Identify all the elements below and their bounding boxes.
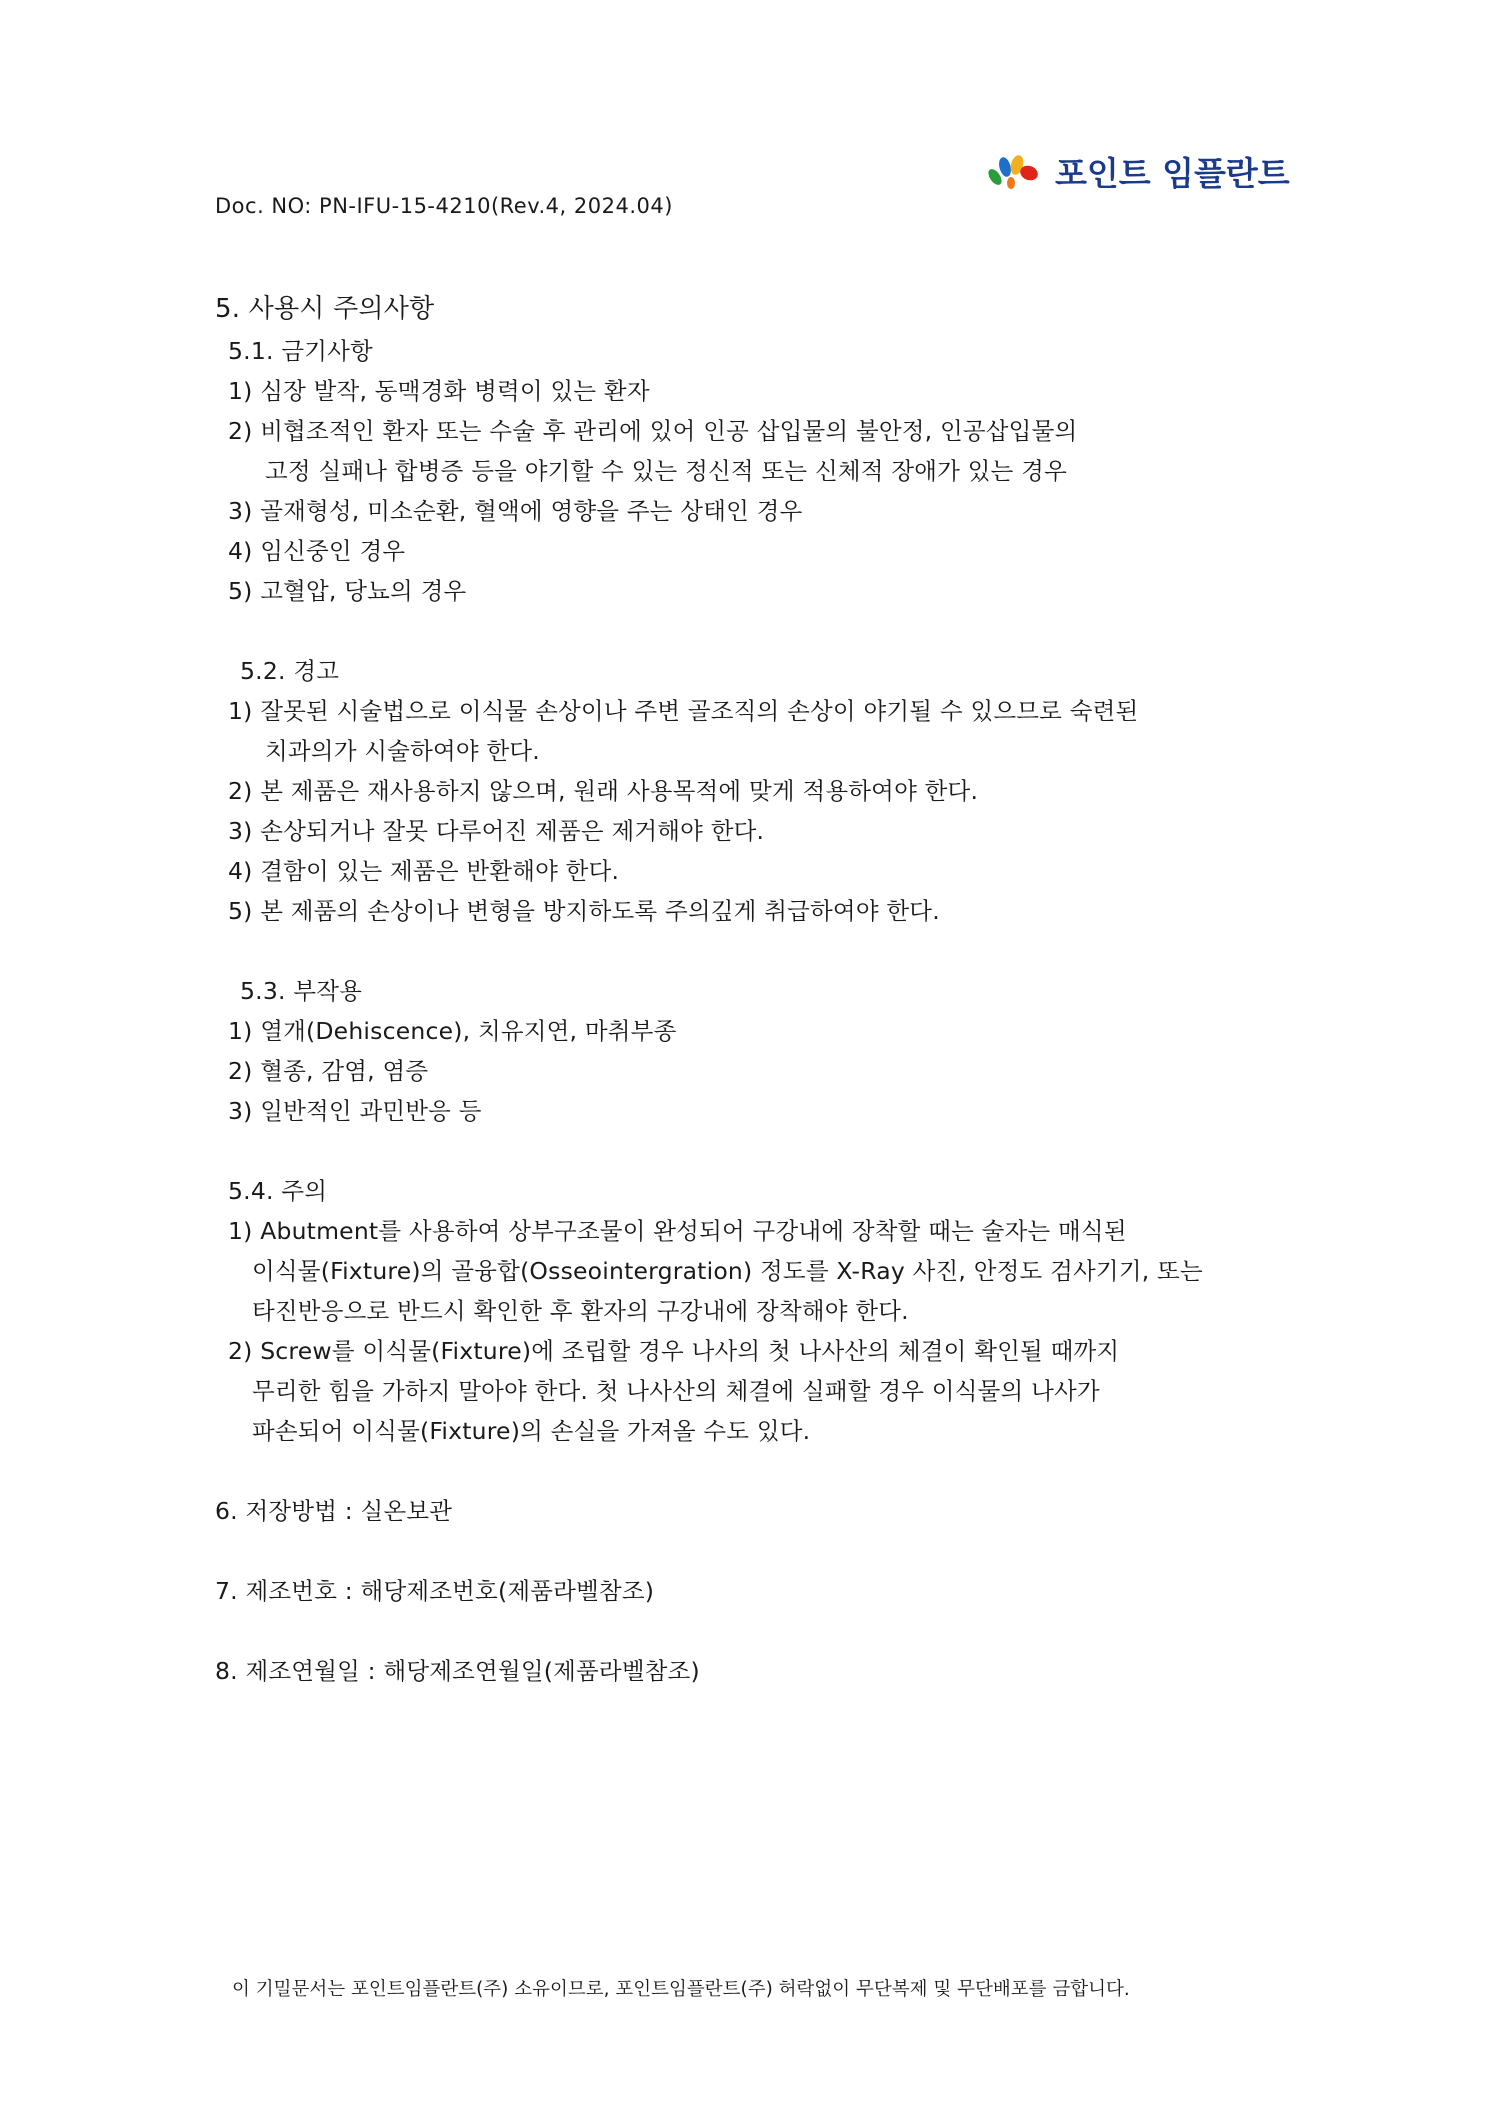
list-item: 5) 고혈압, 당뇨의 경우 bbox=[228, 577, 467, 605]
confidentiality-footer: 이 기밀문서는 포인트임플란트(주) 소유이므로, 포인트임플란트(주) 허락없이 무단복제 및 무단배포를 금합니다. bbox=[232, 1979, 1130, 2000]
list-item-continuation: 치과의가 시술하여야 한다. bbox=[265, 737, 540, 765]
list-item: 2) Screw를 이식물(Fixture)에 조립할 경우 나사의 첫 나사산의 체결이 확인될 때까지 bbox=[228, 1337, 1120, 1365]
list-item: 4) 임신중인 경우 bbox=[228, 537, 406, 565]
list-item: 1) 열개(Dehiscence), 치유지연, 마취부종 bbox=[228, 1017, 677, 1045]
list-item-continuation: 파손되어 이식물(Fixture)의 손실을 가져올 수도 있다. bbox=[252, 1417, 811, 1445]
section-5-4-title: 5.4. 주의 bbox=[228, 1177, 328, 1205]
list-item: 1) Abutment를 사용하여 상부구조물이 완성되어 구강내에 장착할 때는 술자는 매식된 bbox=[228, 1217, 1127, 1245]
list-item-continuation: 무리한 힘을 가하지 말아야 한다. 첫 나사산의 체결에 실패할 경우 이식물의 나사가 bbox=[252, 1377, 1100, 1405]
petal-logo-icon bbox=[985, 151, 1043, 191]
list-item: 4) 결함이 있는 제품은 반환해야 한다. bbox=[228, 857, 620, 885]
list-item: 2) 혈종, 감염, 염증 bbox=[228, 1057, 429, 1085]
list-item-continuation: 고정 실패나 합병증 등을 야기할 수 있는 정신적 또는 신체적 장애가 있는 경우 bbox=[265, 457, 1067, 485]
list-item: 3) 손상되거나 잘못 다루어진 제품은 제거해야 한다. bbox=[228, 817, 765, 845]
section-5-2-title: 5.2. 경고 bbox=[240, 657, 340, 685]
list-item: 1) 잘못된 시술법으로 이식물 손상이나 주변 골조직의 손상이 야기될 수 있으므로 숙련된 bbox=[228, 697, 1139, 725]
section-6-storage: 6. 저장방법 : 실온보관 bbox=[215, 1497, 453, 1525]
section-5-title: 5. 사용시 주의사항 bbox=[215, 294, 435, 324]
company-logo bbox=[985, 145, 1290, 197]
list-item: 5) 본 제품의 손상이나 변형을 방지하도록 주의깊게 취급하여야 한다. bbox=[228, 897, 940, 925]
section-7-lot-number: 7. 제조번호 : 해당제조번호(제품라벨참조) bbox=[215, 1577, 655, 1605]
list-item-continuation: 이식물(Fixture)의 골융합(Osseointergration) 정도를 X-Ray 사진, 안정도 검사기기, 또는 bbox=[252, 1257, 1203, 1285]
section-5-1-title: 5.1. 금기사항 bbox=[228, 337, 373, 365]
document-number: Doc. NO: PN-IFU-15-4210(Rev.4, 2024.04) bbox=[215, 194, 673, 218]
section-8-manufacture-date: 8. 제조연월일 : 해당제조연월일(제품라벨참조) bbox=[215, 1657, 700, 1685]
list-item-continuation: 타진반응으로 반드시 확인한 후 환자의 구강내에 장착해야 한다. bbox=[252, 1297, 909, 1325]
section-5-3-title: 5.3. 부작용 bbox=[240, 977, 363, 1005]
list-item: 2) 본 제품은 재사용하지 않으며, 원래 사용목적에 맞게 적용하여야 한다. bbox=[228, 777, 979, 805]
list-item: 2) 비협조적인 환자 또는 수술 후 관리에 있어 인공 삽입물의 불안정, 인공삽입물의 bbox=[228, 417, 1078, 445]
list-item: 1) 심장 발작, 동맥경화 병력이 있는 환자 bbox=[228, 377, 650, 405]
logo-text: 포인트 임플란트 bbox=[1055, 153, 1290, 193]
list-item: 3) 일반적인 과민반응 등 bbox=[228, 1097, 482, 1125]
list-item: 3) 골재형성, 미소순환, 혈액에 영향을 주는 상태인 경우 bbox=[228, 497, 803, 525]
